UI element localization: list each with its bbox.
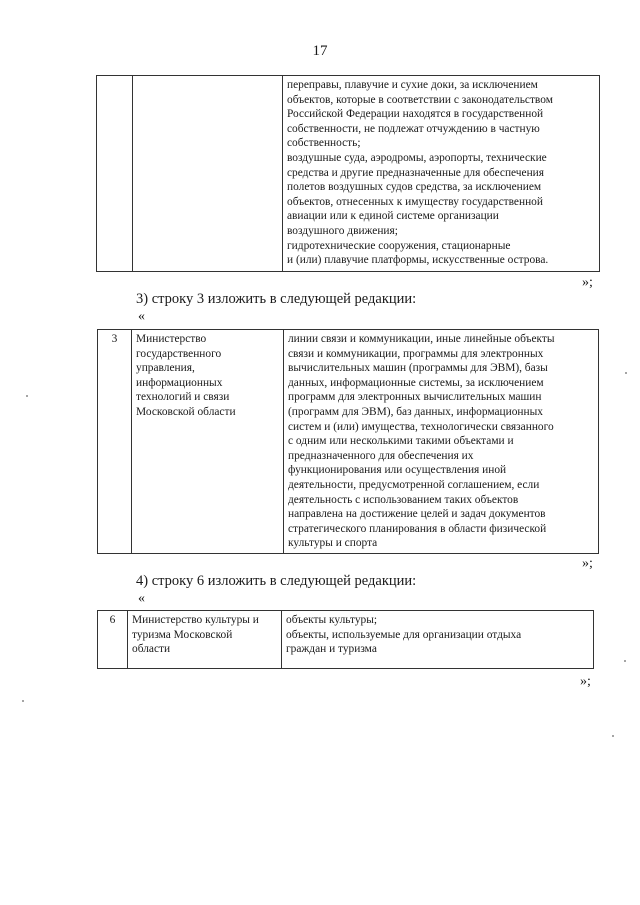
objects-line: средства и другие предназначенные для обеспечения — [287, 166, 545, 179]
scan-speck — [26, 395, 28, 397]
closing-quote: »; — [580, 674, 591, 689]
objects-line: собственности, не подлежат отчуждению в частную — [287, 122, 540, 135]
scan-speck — [625, 372, 627, 374]
ministry-line: информационных — [136, 376, 223, 389]
objects-line: и (или) плавучие платформы, искусственные острова. — [287, 254, 549, 267]
objects-line: вычислительных машин (программы для ЭВМ), базы — [288, 362, 548, 375]
objects-line: линии связи и коммуникации, иные линейные объекты — [288, 333, 555, 345]
table-row — [98, 330, 599, 554]
closing-quote: »; — [582, 275, 593, 290]
opening-quote: « — [138, 591, 145, 606]
scan-speck — [612, 735, 614, 737]
scan-speck — [624, 660, 626, 662]
instruction-line-4: 4) строку 6 изложить в следующей редакции: — [136, 573, 417, 589]
continuation-table — [96, 75, 600, 272]
objects-line: программ для электронных вычислительных машин — [288, 391, 542, 404]
objects-line: Российской Федерации находятся в государственной — [287, 108, 544, 121]
objects-line: объектов, отнесенных к имуществу государственной — [287, 195, 543, 208]
ministry-line: управления, — [136, 362, 195, 375]
objects-line: собственность; — [287, 137, 361, 150]
objects-line: граждан и туризма — [286, 643, 377, 656]
row-number-cell: 3 — [98, 330, 132, 554]
objects-line: данных, информационные системы, за исключением — [288, 376, 544, 389]
objects-line: воздушного движения; — [287, 224, 398, 237]
ministry-line: Министерство культуры и — [132, 614, 259, 626]
ministry-cell — [132, 330, 284, 554]
ministry-line: Министерство — [136, 333, 207, 345]
table-row — [98, 611, 594, 669]
ministry-line: государственного — [136, 347, 222, 360]
objects-line: авиации или к единой системе организации — [287, 210, 499, 223]
objects-line: объекты культуры; — [286, 614, 378, 626]
amendment-table-row-3 — [97, 329, 599, 554]
table-row — [97, 76, 600, 272]
row-number-cell — [97, 76, 133, 272]
ministry-line: Московской области — [136, 405, 236, 418]
ministry-line: туризма Московской — [132, 628, 233, 641]
objects-cell — [283, 76, 600, 272]
closing-quote: »; — [582, 556, 593, 571]
page-number: 17 — [312, 43, 328, 59]
objects-line: систем и (или) имущества, технологически связанного — [288, 420, 554, 433]
objects-cell — [282, 611, 594, 669]
scan-speck — [22, 700, 24, 702]
opening-quote: « — [138, 309, 145, 324]
objects-line: с одним или несколькими такими объектами и — [288, 435, 514, 448]
objects-line: объектов, которые в соответствии с законодательством — [287, 93, 553, 106]
ministry-cell — [128, 611, 282, 669]
objects-line: направлена на достижение целей и задач документов — [288, 508, 546, 521]
objects-line: гидротехнические сооружения, стационарные — [287, 239, 511, 252]
amendment-table-row-6 — [97, 610, 594, 669]
objects-cell — [284, 330, 599, 554]
objects-line: воздушные суда, аэродромы, аэропорты, технические — [287, 151, 547, 164]
ministry-line: области — [132, 643, 171, 656]
instruction-line-3: 3) строку 3 изложить в следующей редакции: — [136, 291, 417, 307]
ministry-cell — [133, 76, 283, 272]
objects-line: (программ для ЭВМ), баз данных, информационных — [288, 405, 543, 418]
row-number-cell: 6 — [98, 611, 128, 669]
objects-line: связи и коммуникации, программы для электронных — [288, 347, 544, 360]
objects-line: объекты, используемые для организации отдыха — [286, 628, 522, 641]
objects-line: предназначенного для обеспечения их — [288, 449, 474, 462]
objects-line: деятельности, предусмотренной соглашением, если — [288, 478, 540, 491]
ministry-line: технологий и связи — [136, 391, 230, 404]
objects-line: стратегического планирования в области физической — [288, 522, 547, 535]
objects-line: переправы, плавучие и сухие доки, за исключением — [287, 79, 538, 91]
objects-line: культуры и спорта — [288, 537, 378, 550]
objects-line: функционирования или осуществления иной — [288, 464, 507, 477]
objects-line: полетов воздушных судов средства, за исключением — [287, 181, 542, 194]
objects-line: деятельность с использованием таких объектов — [288, 493, 519, 506]
